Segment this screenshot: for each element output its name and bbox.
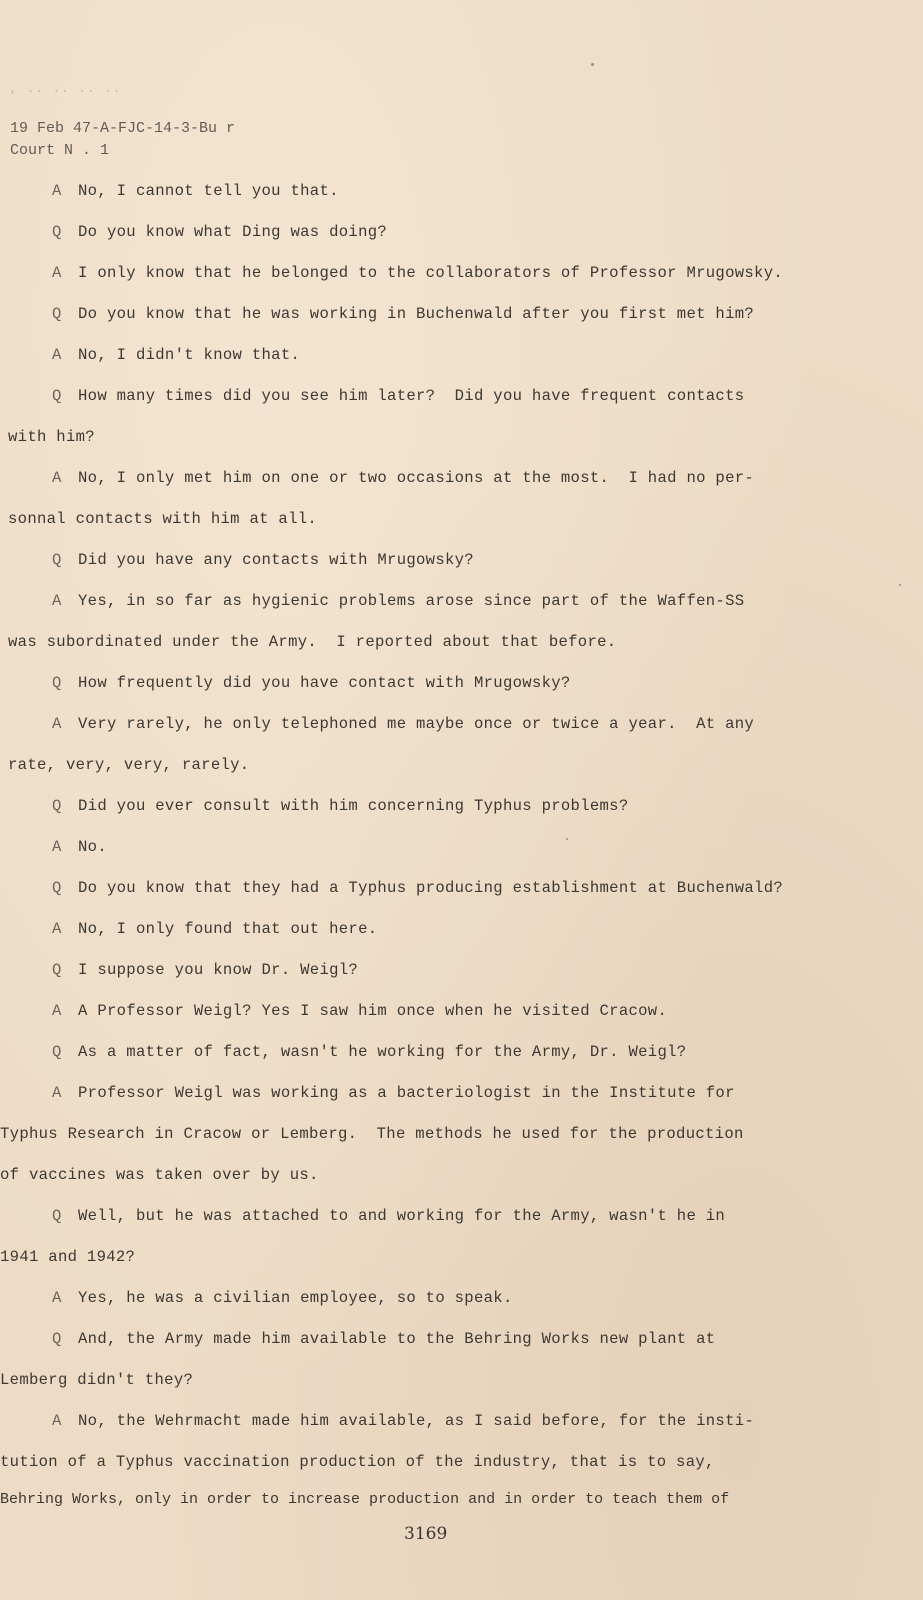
speaker-marker: A <box>52 715 62 733</box>
speaker-marker: Q <box>52 305 62 323</box>
line-text: I only know that he belonged to the collaborators of Professor Mrugowsky. <box>78 264 784 282</box>
line-text: A Professor Weigl? Yes I saw him once when he visited Cracow. <box>78 1002 668 1020</box>
transcript-line <box>52 1002 667 1020</box>
transcript-line <box>52 346 300 364</box>
line-text: How frequently did you have contact with Mrugowsky? <box>78 674 571 692</box>
line-text: rate, very, very, rarely. <box>8 756 250 774</box>
transcript-line <box>52 797 629 815</box>
line-text: was subordinated under the Army. I reported about that before. <box>8 633 617 651</box>
transcript-line <box>8 633 616 651</box>
speaker-marker: A <box>52 1084 62 1102</box>
transcript-line <box>52 674 571 692</box>
transcript-line <box>52 1084 735 1102</box>
speaker-marker: A <box>52 1002 62 1020</box>
transcript-line <box>8 756 249 774</box>
line-text: Yes, in so far as hygienic problems arose since part of the Waffen-SS <box>78 592 745 610</box>
line-text: I suppose you know Dr. Weigl? <box>78 961 359 979</box>
speaker-marker: A <box>52 346 62 364</box>
transcript-line <box>0 1453 715 1471</box>
transcript-line <box>8 428 95 446</box>
header-reference: 19 Feb 47-A-FJC-14-3-Bu r <box>10 120 236 137</box>
line-text: No. <box>78 838 107 856</box>
speaker-marker: A <box>52 182 62 200</box>
line-text: Yes, he was a civilian employee, so to speak. <box>78 1289 513 1307</box>
speaker-marker: A <box>52 469 62 487</box>
line-text: No, I only found that out here. <box>78 920 378 938</box>
speaker-marker: Q <box>52 1043 62 1061</box>
transcript-line <box>52 1043 686 1061</box>
line-text: with him? <box>8 428 95 446</box>
speaker-marker: Q <box>52 961 62 979</box>
transcript-line <box>52 264 783 282</box>
line-text: And, the Army made him available to the Behring Works new plant at <box>78 1330 716 1348</box>
line-text: Did you ever consult with him concerning Typhus problems? <box>78 797 629 815</box>
speaker-marker: Q <box>52 1207 62 1225</box>
line-text: Do you know that they had a Typhus producing establishment at Buchenwald? <box>78 879 784 897</box>
transcript-line <box>52 592 744 610</box>
transcript-line <box>0 1166 319 1184</box>
document-header <box>10 118 235 162</box>
transcript-line <box>52 469 754 487</box>
line-text: of vaccines was taken over by us. <box>0 1166 319 1184</box>
transcript-line <box>52 961 358 979</box>
line-text: Very rarely, he only telephoned me maybe once or twice a year. At any <box>78 715 755 733</box>
line-text: 1941 and 1942? <box>0 1248 136 1266</box>
paper-speck <box>899 584 901 586</box>
line-text: Do you know what Ding was doing? <box>78 223 388 241</box>
speaker-marker: A <box>52 264 62 282</box>
transcript-line <box>52 838 107 856</box>
transcript-line <box>0 1248 135 1266</box>
speaker-marker: Q <box>52 797 62 815</box>
page-number: 3169 <box>404 1524 448 1544</box>
transcript-line <box>8 510 317 528</box>
transcript-line <box>52 551 474 569</box>
line-text: tution of a Typhus vaccination production of the industry, that is to say, <box>0 1453 715 1471</box>
paper-speck <box>566 838 568 840</box>
speaker-marker: Q <box>52 1330 62 1348</box>
line-text: sonnal contacts with him at all. <box>8 510 318 528</box>
line-text: Well, but he was attached to and working for the Army, wasn't he in <box>78 1207 726 1225</box>
speaker-marker: A <box>52 838 62 856</box>
paper-speck <box>591 63 594 66</box>
transcript-line <box>0 1125 744 1143</box>
line-text: Do you know that he was working in Buchenwald after you first met him? <box>78 305 755 323</box>
transcript-line <box>52 1330 715 1348</box>
speaker-marker: A <box>52 1412 62 1430</box>
transcript-line <box>52 305 754 323</box>
transcript-line <box>52 715 754 733</box>
line-text: As a matter of fact, wasn't he working for the Army, Dr. Weigl? <box>78 1043 687 1061</box>
line-text: Professor Weigl was working as a bacteriologist in the Institute for <box>78 1084 735 1102</box>
transcript-line <box>52 920 377 938</box>
transcript-line <box>52 879 783 897</box>
speaker-marker: A <box>52 1289 62 1307</box>
transcript-line <box>52 1412 754 1430</box>
line-text: Typhus Research in Cracow or Lemberg. The methods he used for the production <box>0 1125 744 1143</box>
speaker-marker: A <box>52 920 62 938</box>
speaker-marker: Q <box>52 223 62 241</box>
transcript-line <box>52 1207 725 1225</box>
transcript-line <box>0 1371 193 1389</box>
transcript-line <box>52 387 744 405</box>
speaker-marker: Q <box>52 674 62 692</box>
line-text: No, I only met him on one or two occasions at the most. I had no per- <box>78 469 755 487</box>
line-text: How many times did you see him later? Did you have frequent contacts <box>78 387 745 405</box>
line-text: No, I cannot tell you that. <box>78 182 339 200</box>
transcript-line <box>52 182 339 200</box>
line-text: No, the Wehrmacht made him available, as I said before, for the insti- <box>78 1412 755 1430</box>
faint-header-line: , .. .. .. .. <box>10 84 122 96</box>
transcript-line <box>0 1491 729 1508</box>
speaker-marker: Q <box>52 387 62 405</box>
line-text: Behring Works, only in order to increase production and in order to teach them of <box>0 1491 730 1508</box>
header-court: Court N . 1 <box>10 142 110 159</box>
speaker-marker: Q <box>52 551 62 569</box>
speaker-marker: A <box>52 592 62 610</box>
line-text: Did you have any contacts with Mrugowsky? <box>78 551 474 569</box>
transcript-line <box>52 223 387 241</box>
line-text: Lemberg didn't they? <box>0 1371 194 1389</box>
line-text: No, I didn't know that. <box>78 346 301 364</box>
speaker-marker: Q <box>52 879 62 897</box>
transcript-line <box>52 1289 513 1307</box>
